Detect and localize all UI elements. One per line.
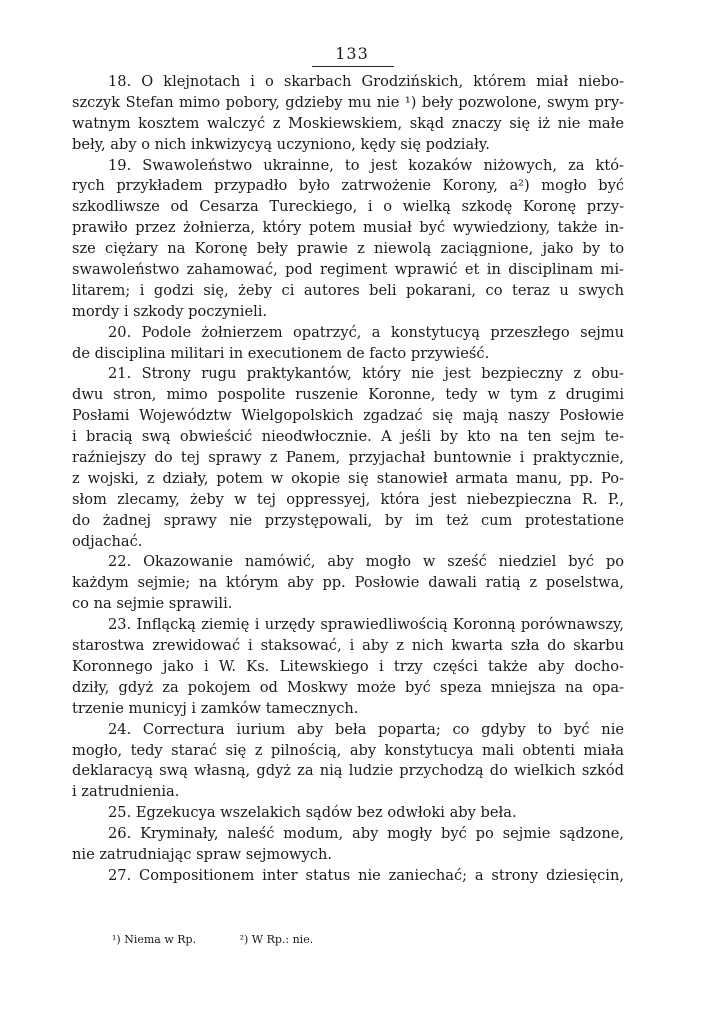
text-line: deklaracyą swą własną, gdyż za nią ludzie przychodzą do wielkich szkód xyxy=(72,762,624,780)
text-line: prawiło przez żołnierza, który potem musiał być wywiedziony, także in- xyxy=(72,219,624,237)
footnote-2: ²) W Rp.: nie. xyxy=(239,933,314,946)
text-line: i bracią swą obwieścić nieodwłocznie. A jeśli by kto na ten sejm te- xyxy=(72,428,624,446)
text-line: dziły, gdyż za pokojem od Moskwy może być speza mniejsza na opa- xyxy=(72,678,624,696)
text-line: Koronnego jako i W. Ks. Litewskiego i trzy części także aby docho- xyxy=(72,657,624,675)
text-line: 18. O klejnotach i o skarbach Grodzińskich, którem miał niebo- xyxy=(108,73,624,90)
footnote-1: ¹) Niema w Rp. xyxy=(112,933,197,946)
text-line: co na sejmie sprawili. xyxy=(72,595,233,613)
text-line: 26. Kryminały, naleść modum, aby mogły być po sejmie sądzone, xyxy=(108,825,624,843)
text-line: szczyk Stefan mimo pobory, gdzieby mu nie ¹) beły pozwolone, swym pry- xyxy=(72,93,624,111)
text-line: odjachać. xyxy=(72,532,143,550)
text-line: swawoleństwo zahamować, pod regiment wprawić et in disciplinam mi- xyxy=(72,261,624,279)
text-line: 23. Inflącką ziemię i urzędy sprawiedliwością Koronną porównawszy, xyxy=(108,616,624,634)
text-line: Posłami Województw Wielgopolskich zgadzać się mają naszy Posłowie xyxy=(72,407,624,425)
text-line: z wojski, z działy, potem w okopie się stanowieł armata manu, pp. Po- xyxy=(72,469,624,487)
text-line: każdym sejmie; na którym aby pp. Posłowie dawali ratią z poselstwa, xyxy=(72,574,624,592)
text-line: nie zatrudniając spraw sejmowych. xyxy=(72,845,332,863)
footnotes xyxy=(112,932,353,948)
text-line: 19. Swawoleństwo ukrainne, to jest kozaków niżowych, za któ- xyxy=(108,156,624,174)
text-line: słom zlecamy, żeby w tej oppressyej, która jest niebezpieczna R. P., xyxy=(72,490,624,508)
text-line: 22. Okazowanie namówić, aby mogło w sześć niedziel być po xyxy=(108,553,624,571)
text-line: sze ciężary na Koronę beły prawie z niewolą zaciągnione, jako by to xyxy=(72,240,624,258)
text-line: do żadnej sprawy nie przystępowali, by im też cum protestatione xyxy=(72,511,624,529)
page-number: 133 xyxy=(335,44,369,63)
text-line: 21. Strony rugu praktykantów, który nie jest bezpieczny z obu- xyxy=(108,365,624,383)
text-line: dwu stron, mimo pospolite ruszenie Koronne, tedy w tym z drugimi xyxy=(72,386,624,404)
text-line: mogło, tedy starać się z pilnością, aby konstytucya mali obtenti miała xyxy=(72,741,624,759)
page-number-rule xyxy=(312,66,394,67)
text-line: 20. Podole żołnierzem opatrzyć, a konstytucyą przeszłego sejmu xyxy=(108,323,624,341)
text-line: 27. Compositionem inter status nie zaniechać; a strony dziesięcin, xyxy=(108,866,624,884)
text-line: trzenie municyj i zamków tamecznych. xyxy=(72,699,359,717)
text-line: starostwa zrewidować i staksować, i aby z nich kwarta szła do skarbu xyxy=(72,637,624,655)
text-line: watnym kosztem walczyć z Moskiewskiem, skąd znaczy się iż nie małe xyxy=(72,114,624,132)
text-line: raźniejszy do tej sprawy z Panem, przyjachał buntownie i praktycznie, xyxy=(72,449,624,467)
text-line: 24. Correctura iurium aby beła poparta; co gdyby to być nie xyxy=(108,720,624,738)
text-line: beły, aby o nich inkwizycyą uczyniono, kędy się podziały. xyxy=(72,135,490,153)
text-line: i zatrudnienia. xyxy=(72,783,180,801)
document-page xyxy=(72,0,624,1019)
text-line: de disciplina militari in executionem de facto przywieść. xyxy=(72,344,490,362)
text-body xyxy=(72,72,624,887)
text-line: mordy i szkody poczynieli. xyxy=(72,302,268,320)
text-line: litarem; i godzi się, żeby ci autores beli pokarani, co teraz u swych xyxy=(72,281,624,299)
text-line: rych przykładem przypadło było zatrwożenie Korony, a²) mogło być xyxy=(72,177,624,195)
text-line: szkodliwsze od Cesarza Tureckiego, i o wielką szkodę Koronę przy- xyxy=(72,198,624,216)
text-line: 25. Egzekucya wszelakich sądów bez odwłoki aby beła. xyxy=(108,804,517,822)
